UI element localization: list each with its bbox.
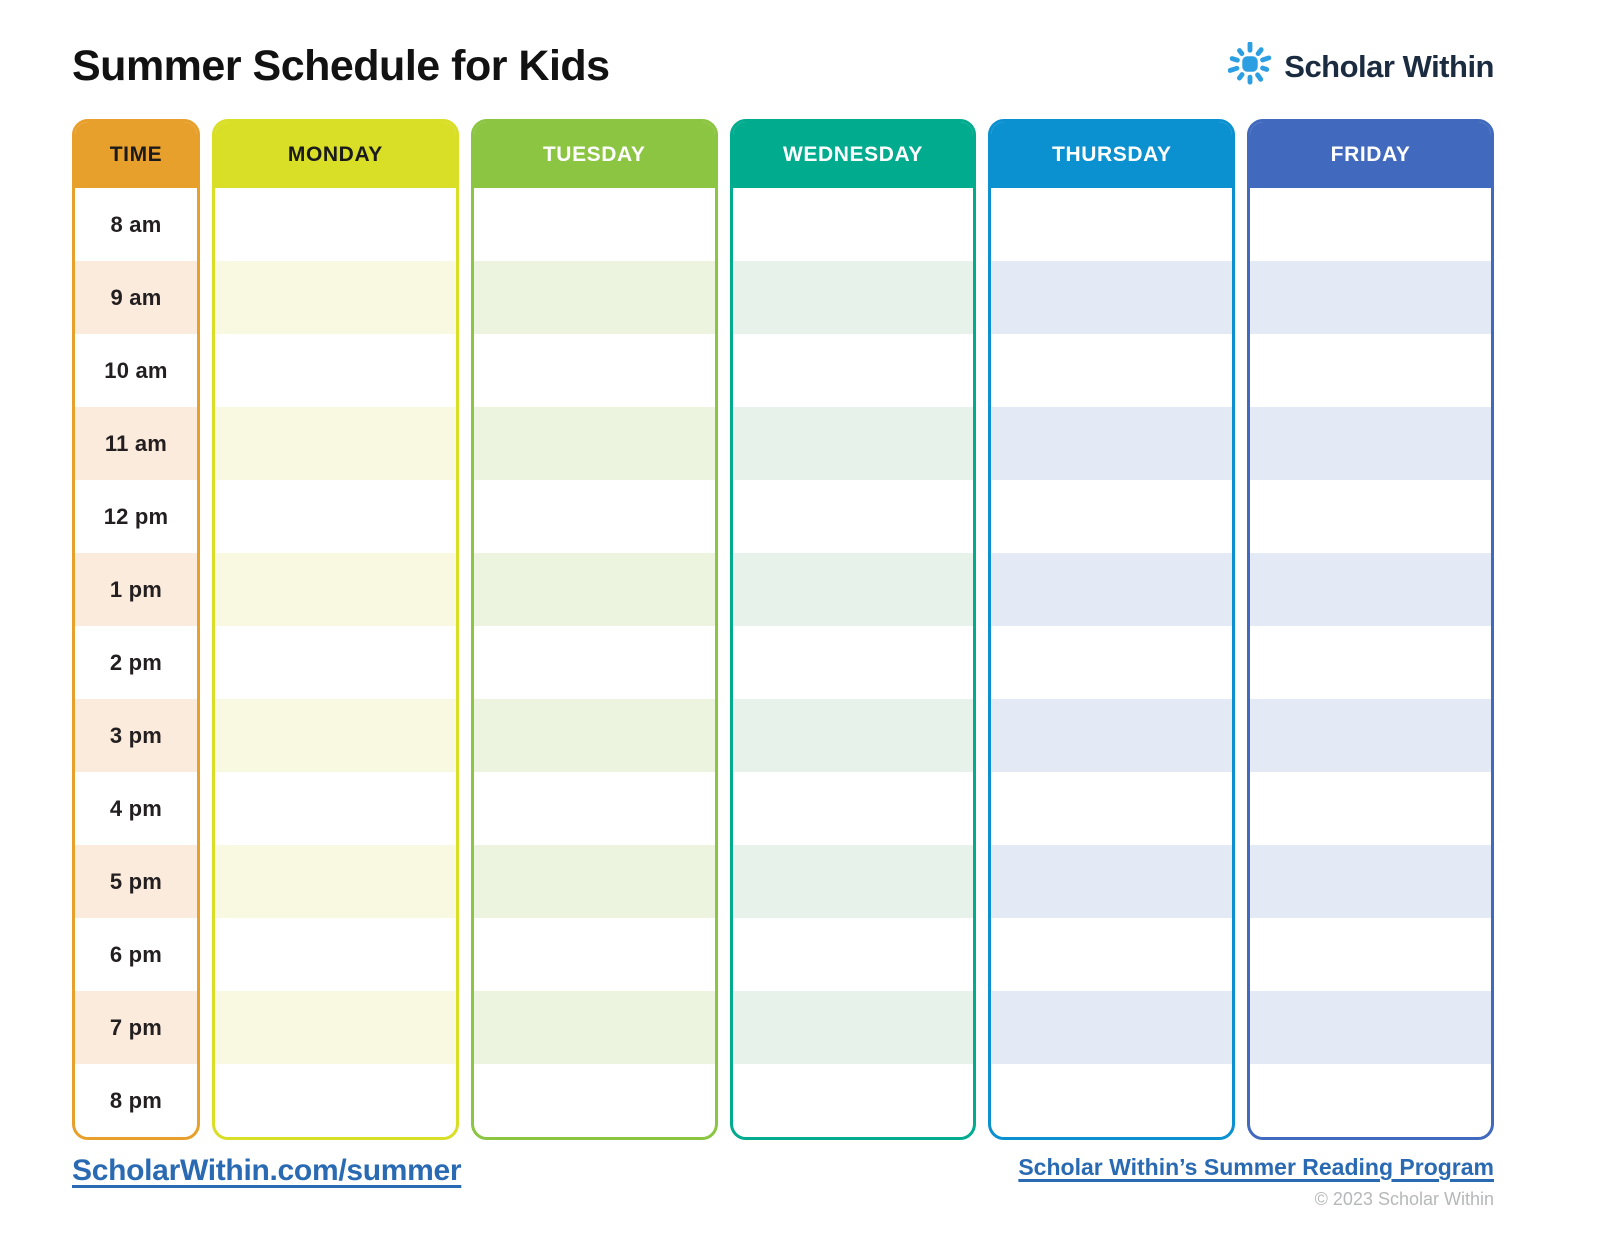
schedule-cell (1250, 261, 1491, 334)
day-column-header: FRIDAY (1250, 122, 1491, 188)
schedule-cell (733, 334, 974, 407)
schedule-cell (991, 553, 1232, 626)
schedule-cell (1250, 772, 1491, 845)
time-label: 7 pm (109, 1014, 163, 1040)
schedule-cell (215, 261, 456, 334)
day-column-monday (212, 119, 459, 1140)
time-label: 4 pm (109, 795, 163, 821)
schedule-cell (991, 699, 1232, 772)
schedule-cell (215, 772, 456, 845)
time-row (75, 626, 197, 699)
schedule-cell (733, 407, 974, 480)
schedule-cell (215, 918, 456, 991)
schedule-cell (215, 845, 456, 918)
time-row (75, 261, 197, 334)
schedule-cell (1250, 626, 1491, 699)
schedule-cell (733, 991, 974, 1064)
time-row (75, 772, 197, 845)
day-column-header: WEDNESDAY (733, 122, 974, 188)
sun-icon (1228, 42, 1272, 91)
time-row (75, 699, 197, 772)
schedule-cell (474, 626, 715, 699)
time-label: 8 am (110, 211, 162, 237)
schedule-cell (991, 772, 1232, 845)
schedule-cell (991, 334, 1232, 407)
schedule-cell (215, 626, 456, 699)
day-rows (733, 188, 974, 1137)
schedule-cell (215, 991, 456, 1064)
schedule-cell (991, 918, 1232, 991)
day-rows (474, 188, 715, 1137)
schedule-cell (1250, 334, 1491, 407)
schedule-cell (474, 261, 715, 334)
time-label: 8 pm (109, 1087, 163, 1113)
brand-logo (1228, 42, 1494, 91)
footer (72, 1154, 1494, 1210)
schedule-cell (991, 407, 1232, 480)
schedule-cell (215, 480, 456, 553)
time-row (75, 334, 197, 407)
time-row (75, 188, 197, 261)
time-rows (75, 188, 197, 1137)
time-label: 2 pm (109, 649, 163, 675)
time-row (75, 991, 197, 1064)
brand-name: Scholar Within (1284, 48, 1494, 84)
schedule-grid (72, 119, 1494, 1140)
schedule-cell (733, 261, 974, 334)
schedule-cell (733, 699, 974, 772)
schedule-cell (991, 261, 1232, 334)
schedule-cell (474, 918, 715, 991)
schedule-cell (733, 918, 974, 991)
schedule-cell (733, 772, 974, 845)
schedule-cell (733, 845, 974, 918)
schedule-cell (1250, 407, 1491, 480)
page-title: Summer Schedule for Kids (72, 42, 610, 90)
schedule-cell (474, 772, 715, 845)
schedule-cell (474, 407, 715, 480)
schedule-cell (474, 188, 715, 261)
day-column-wednesday (730, 119, 977, 1140)
schedule-cell (1250, 553, 1491, 626)
time-row (75, 553, 197, 626)
day-column-header: TUESDAY (474, 122, 715, 188)
time-row (75, 845, 197, 918)
schedule-cell (733, 553, 974, 626)
schedule-cell (733, 1064, 974, 1137)
schedule-cell (733, 626, 974, 699)
day-rows (1250, 188, 1491, 1137)
schedule-cell (474, 480, 715, 553)
time-row (75, 918, 197, 991)
day-column-thursday (988, 119, 1235, 1140)
day-rows (215, 188, 456, 1137)
time-label: 6 pm (109, 941, 163, 967)
schedule-cell (1250, 845, 1491, 918)
time-label: 3 pm (109, 722, 163, 748)
schedule-cell (733, 188, 974, 261)
schedule-cell (1250, 918, 1491, 991)
schedule-cell (733, 480, 974, 553)
schedule-cell (991, 626, 1232, 699)
schedule-cell (215, 407, 456, 480)
schedule-cell (474, 1064, 715, 1137)
time-label: 9 am (110, 284, 162, 310)
schedule-cell (215, 1064, 456, 1137)
time-label: 5 pm (109, 868, 163, 894)
schedule-cell (474, 845, 715, 918)
time-row (75, 480, 197, 553)
time-label: 11 am (104, 430, 168, 456)
summer-page-link[interactable]: ScholarWithin.com/summer (72, 1154, 462, 1187)
footer-right (1018, 1154, 1494, 1210)
schedule-cell (1250, 991, 1491, 1064)
schedule-cell (474, 699, 715, 772)
reading-program-link[interactable]: Scholar Within’s Summer Reading Program (1018, 1154, 1494, 1180)
day-column-tuesday (471, 119, 718, 1140)
day-column-friday (1247, 119, 1494, 1140)
schedule-cell (991, 1064, 1232, 1137)
schedule-cell (474, 553, 715, 626)
schedule-cell (1250, 1064, 1491, 1137)
time-column (72, 119, 200, 1140)
day-column-header: THURSDAY (991, 122, 1232, 188)
schedule-cell (215, 188, 456, 261)
day-column-header: MONDAY (215, 122, 456, 188)
schedule-cell (991, 480, 1232, 553)
time-label: 12 pm (103, 503, 169, 529)
schedule-cell (991, 991, 1232, 1064)
top-bar (72, 0, 1494, 119)
schedule-cell (215, 334, 456, 407)
time-row (75, 407, 197, 480)
schedule-cell (474, 334, 715, 407)
schedule-cell (1250, 480, 1491, 553)
schedule-cell (215, 699, 456, 772)
day-rows (991, 188, 1232, 1137)
time-label: 1 pm (109, 576, 163, 602)
schedule-cell (215, 553, 456, 626)
schedule-cell (991, 188, 1232, 261)
schedule-cell (1250, 699, 1491, 772)
schedule-cell (474, 991, 715, 1064)
time-column-header: TIME (75, 122, 197, 188)
time-row (75, 1064, 197, 1137)
copyright-text: © 2023 Scholar Within (1314, 1189, 1494, 1209)
schedule-cell (991, 845, 1232, 918)
time-label: 10 am (104, 357, 168, 383)
schedule-cell (1250, 188, 1491, 261)
